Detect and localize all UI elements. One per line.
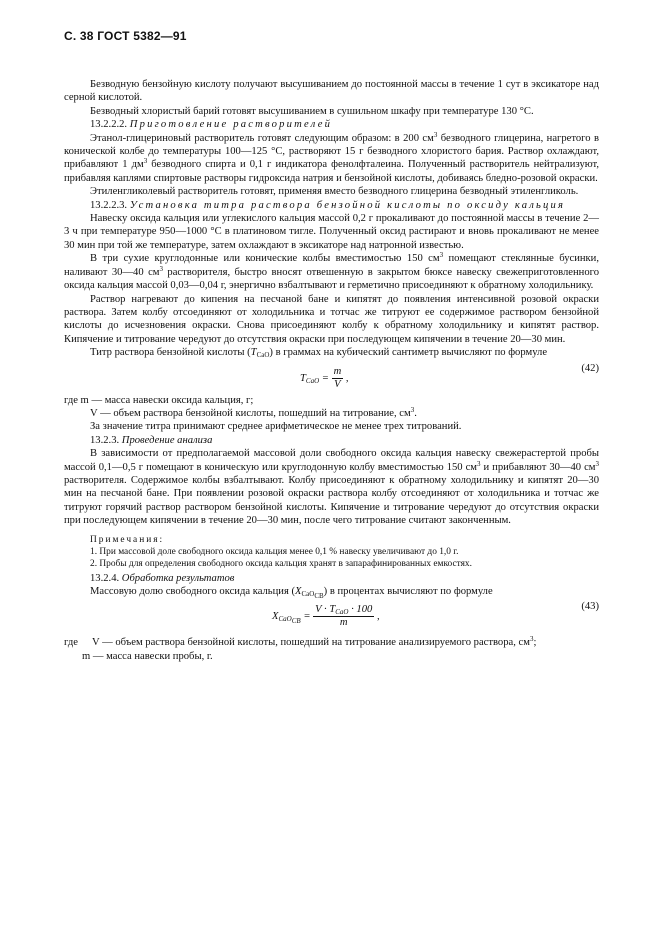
section-number: 13.2.2.2. xyxy=(90,119,128,131)
formula-legend: где m — масса навески оксида кальция, г; xyxy=(64,394,254,406)
paragraph: Массовую долю свободного оксида кальция $(X_{CaO_{СВ}})$ в процентах вычисляют по формуле xyxy=(90,586,493,600)
section-number: 13.2.3. xyxy=(90,434,120,446)
formula-legend: где V — объем раствора бензойной кислоты, пошедший на титрование анализируемого раствора, $см^3$; m — масса навески пробы, г. xyxy=(64,635,537,662)
paragraph: В зависимости от предполагаемой массовой доли свободного оксида кальция навеску свежерастертой пробы массой 0,1—0,5 г помещают в коническую или круглодонную колбу вместимостью 150 $см^3$ и прибавляют 30—40 $см^3$ растворителя. Содержимое колбы взбалтывают. Колбу присоединяют к обратному холодильнику и кипятят 20—30 мин на песчаной бане. При появлении розовой окраски раствора колбу отсоединяют от холодильника и тотчас же титруют горячий раствор раствором бензойной кислоты. Кипячение и титрование чередуют до отсутствия окраски при последующем кипячении в течение 20—30 мин, после чего титрование считают законченным. xyxy=(64,448,599,527)
note-item: 2. Пробы для определения свободного оксида кальция хранят в запарафинированных емкостях. xyxy=(90,558,472,569)
paragraph: Титр раствора бензойной кислоты $(T_{CaO})$ в граммах на кубический сантиметр вычисляют по формуле xyxy=(90,347,548,360)
section-heading xyxy=(64,199,599,212)
paragraph: Этанол-глицериновый растворитель готовят следующим образом: в 200 $см^3$ безводного глицерина, нагретого в конической колбе до температуры 100—125 °С, растворяют 15 г безводного хлористого бария. Раствор охлаждают, прибавляют 1 $дм^3$ безводного спирта и 0,1 г индикатора фенолфталеина. Полученный растворитель нейтрализуют, прибавляя каплями спиртовые растворы гидроксида натрия и бензойной кислоты, добиваясь бледно-розовой окраски. xyxy=(64,130,599,184)
paragraph: За значение титра принимают среднее арифметическое не менее трех титрований. xyxy=(90,421,462,433)
formula-legend: V — объем раствора бензойной кислоты, пошедший на титрование, $см^3$. xyxy=(90,405,417,419)
section-title: Приготовление растворителей xyxy=(129,119,333,131)
section-heading xyxy=(64,572,599,585)
page-header: С. 38 ГОСТ 5382—91 xyxy=(64,29,187,43)
note-item: 1. При массовой доле свободного оксида кальция менее 0,1 % навеску увеличивают до 1,0 г. xyxy=(90,546,459,557)
section-title: Установка титра раствора бензойной кислоты по оксиду кальция xyxy=(129,199,566,211)
section-title: Проведение анализа xyxy=(121,434,213,446)
section-title: Обработка результатов xyxy=(121,572,235,584)
formula-number: (42) xyxy=(581,362,599,374)
paragraph: Навеску оксида кальция или углекислого кальция массой 0,2 г прокаливают до постоянной массы в течение 2—3 ч при температуре 950—1000 °С в платиновом тигле. Полученный оксид растирают и вновь прокаливают не менее 30 мин при той же температуре, затем охлаждают в эксикаторе над натронной известью. xyxy=(64,213,599,251)
paragraph: В три сухие круглодонные или конические колбы вместимостью 150 $см^3$ помещают стеклянные бусинки, наливают 30—40 $см^3$ растворителя, быстро вносят отвешенную в закрытом бюксе навеску свежеприготовленного оксида кальция массой 0,03—0,04 г, энергично взбалтывают и герметично присоединяют к обратному холодильнику. xyxy=(64,251,599,292)
formula-number: (43) xyxy=(581,601,599,613)
notes-heading: Примечания: xyxy=(90,534,165,545)
document-body xyxy=(64,78,599,663)
section-number: 13.2.4. xyxy=(90,572,120,584)
paragraph: Этиленгликолевый растворитель готовят, применяя вместо безводного глицерина безводный этиленгликоль. xyxy=(90,186,579,198)
paragraph: Раствор нагревают до кипения на песчаной бане и кипятят до появления интенсивной розовой окраски раствора. Затем колбу отсоединяют от холодильника и тотчас же титруют ее содержимое раствором бензойной кислоты до исчезновения окраски. Снова присоединяют колбу к обратному холодильнику и кипятят раствор. Кипячение и титрование чередуют до отсутствия окраски при последующем кипячении в течение 20—30 мин. xyxy=(64,293,599,345)
formula-43: $X_{CaO_{СВ}}$ = $\frac{V \cdot T_{CaO} \cdot 100}{m}$ , (43) xyxy=(272,601,599,629)
paragraph: Безводную бензойную кислоту получают высушиванием до постоянной массы в течение 1 сут в эксикаторе над серной кислотой. xyxy=(64,79,599,104)
section-number: 13.2.2.3. xyxy=(90,199,128,211)
section-heading xyxy=(64,118,599,131)
paragraph: Безводный хлористый барий готовят высушиванием в сушильном шкафу при температуре 130 °С. xyxy=(90,105,534,117)
formula-42: $T_{CaO}$ = $\frac{m}{V}$ , (42) xyxy=(300,362,599,390)
section-heading xyxy=(64,434,599,447)
